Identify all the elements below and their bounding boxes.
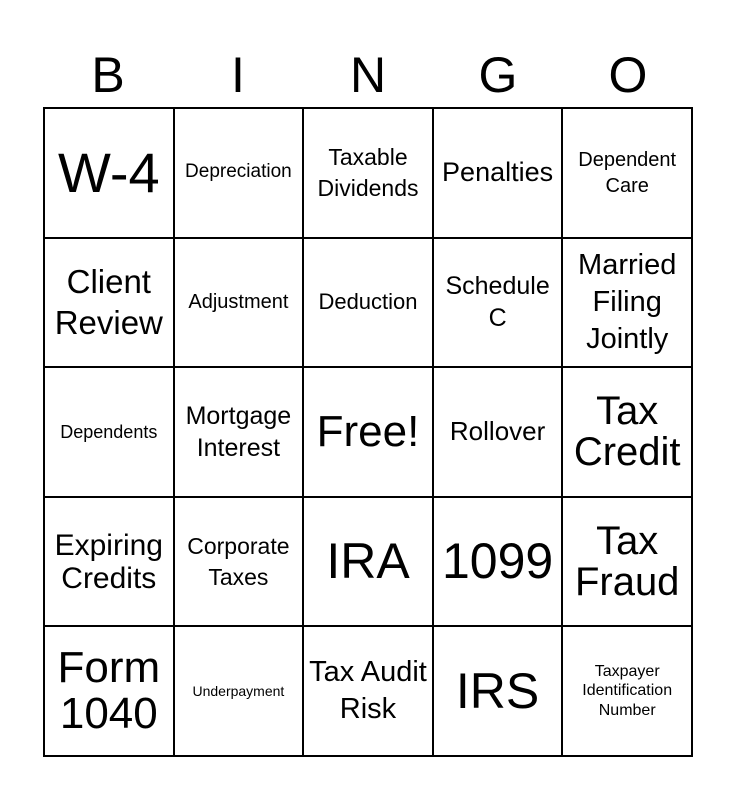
cell-label: Expiring Credits [54, 528, 163, 595]
bingo-cell[interactable] [45, 239, 175, 369]
bingo-cell[interactable] [175, 109, 305, 239]
bingo-cell[interactable] [304, 109, 434, 239]
free-space-cell[interactable] [304, 368, 434, 498]
bingo-cell[interactable] [434, 627, 564, 757]
bingo-cell[interactable] [175, 627, 305, 757]
cell-label: Rollover [449, 416, 546, 447]
bingo-cell[interactable] [175, 498, 305, 628]
free-space-label: Free! [316, 406, 420, 456]
bingo-cell[interactable] [304, 239, 434, 369]
cell-label: Tax Audit Risk [309, 656, 427, 726]
bingo-cell[interactable] [563, 109, 693, 239]
bingo-cell[interactable] [45, 627, 175, 757]
bingo-cell[interactable] [304, 498, 434, 628]
cell-label: Form 1040 [57, 643, 161, 739]
bingo-cell[interactable] [45, 368, 175, 498]
cell-label: Dependent Care [578, 148, 677, 197]
cell-label: W-4 [57, 141, 160, 205]
bingo-header [43, 44, 693, 106]
cell-label: Penalties [442, 156, 554, 187]
bingo-cell[interactable] [563, 627, 693, 757]
cell-label: Mortgage Interest [185, 401, 292, 462]
bingo-cell[interactable] [434, 109, 564, 239]
cell-label: Taxable Dividends [317, 143, 419, 201]
cell-label: Corporate Taxes [187, 532, 290, 590]
header-letter-b: B [91, 47, 125, 103]
bingo-cell[interactable] [434, 239, 564, 369]
cell-label: Schedule C [445, 272, 550, 333]
cell-label: Tax Credit [573, 389, 681, 474]
cell-label: Taxpayer Identification Number [582, 662, 673, 719]
cell-label: IRS [455, 662, 540, 719]
cell-label: Tax Fraud [574, 518, 680, 604]
cell-label: 1099 [441, 533, 554, 590]
header-letter-g: G [478, 47, 518, 103]
cell-label: Dependents [60, 421, 158, 442]
bingo-cell[interactable] [45, 498, 175, 628]
header-letter-i: I [231, 47, 245, 103]
cell-label: Underpayment [192, 682, 285, 699]
bingo-cell[interactable] [434, 368, 564, 498]
cell-label: Depreciation [185, 161, 292, 183]
bingo-cell[interactable] [175, 239, 305, 369]
bingo-cell[interactable] [304, 627, 434, 757]
bingo-cell[interactable] [563, 498, 693, 628]
cell-label: Married Filing Jointly [578, 248, 677, 355]
bingo-cell[interactable] [563, 239, 693, 369]
cell-label: Deduction [318, 289, 418, 315]
bingo-cell[interactable] [45, 109, 175, 239]
bingo-cell[interactable] [434, 498, 564, 628]
bingo-cell[interactable] [563, 368, 693, 498]
cell-label: Client Review [54, 263, 163, 342]
header-letter-o: O [608, 47, 648, 103]
cell-label: Adjustment [188, 291, 289, 314]
header-letter-n: N [349, 47, 387, 103]
bingo-cell[interactable] [175, 368, 305, 498]
cell-label: IRA [326, 533, 410, 590]
bingo-card-grid [43, 107, 693, 757]
